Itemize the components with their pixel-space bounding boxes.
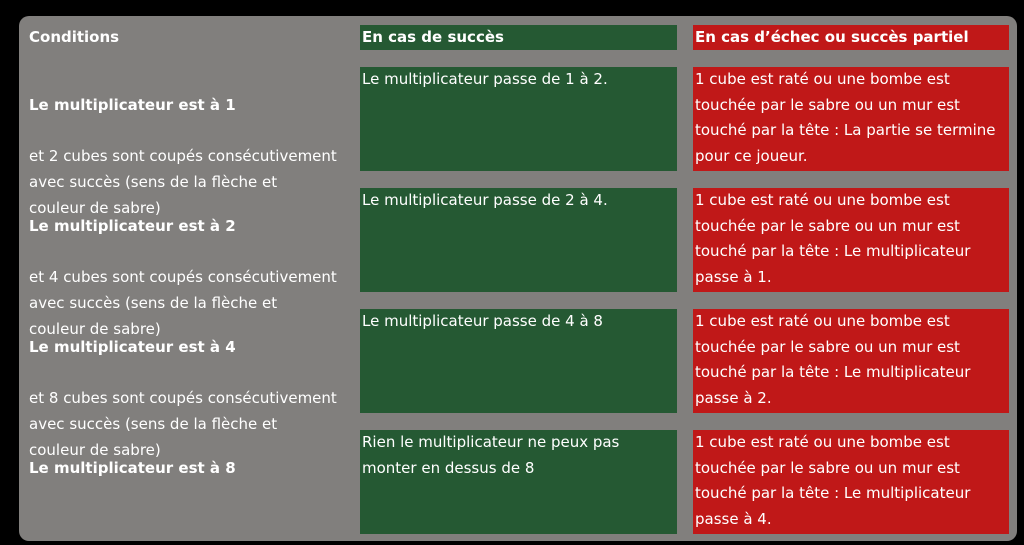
failure-cell: 1 cube est raté ou une bombe est touchée par le sabre ou un mur est touché par la tête : Le multiplicateur passe à 4.: [693, 430, 1009, 534]
condition-title: Le multiplicateur est à 2: [29, 216, 236, 235]
condition-description: et 2 cubes sont coupés consécutivement avec succès (sens de la flèche et couleur de sabre): [29, 147, 337, 217]
condition-title: Le multiplicateur est à 1: [29, 95, 236, 114]
condition-title: Le multiplicateur est à 8: [29, 458, 236, 477]
success-cell: Le multiplicateur passe de 2 à 4.: [360, 188, 677, 292]
condition-description: et 4 cubes sont coupés consécutivement avec succès (sens de la flèche et couleur de sabre): [29, 268, 337, 338]
header-failure: En cas d’échec ou succès partiel: [693, 25, 1009, 50]
success-cell: Le multiplicateur passe de 4 à 8: [360, 309, 677, 413]
success-cell: Rien le multiplicateur ne peux pas monter en dessus de 8: [360, 430, 677, 534]
condition-title: Le multiplicateur est à 4: [29, 337, 236, 356]
success-cell: Le multiplicateur passe de 1 à 2.: [360, 67, 677, 171]
failure-cell: 1 cube est raté ou une bombe est touchée par le sabre ou un mur est touché par la tête : La partie se termine pour ce joueur.: [693, 67, 1009, 171]
condition-cell: [29, 188, 354, 338]
condition-cell: [29, 430, 354, 534]
condition-cell: [29, 67, 354, 217]
failure-cell: 1 cube est raté ou une bombe est touchée par le sabre ou un mur est touché par la tête : Le multiplicateur passe à 1.: [693, 188, 1009, 292]
condition-cell: [29, 309, 354, 459]
failure-cell: 1 cube est raté ou une bombe est touchée par le sabre ou un mur est touché par la tête : Le multiplicateur passe à 2.: [693, 309, 1009, 413]
condition-description: et 8 cubes sont coupés consécutivement avec succès (sens de la flèche et couleur de sabre): [29, 389, 337, 459]
header-conditions: Conditions: [29, 28, 120, 46]
header-success: En cas de succès: [360, 25, 677, 50]
